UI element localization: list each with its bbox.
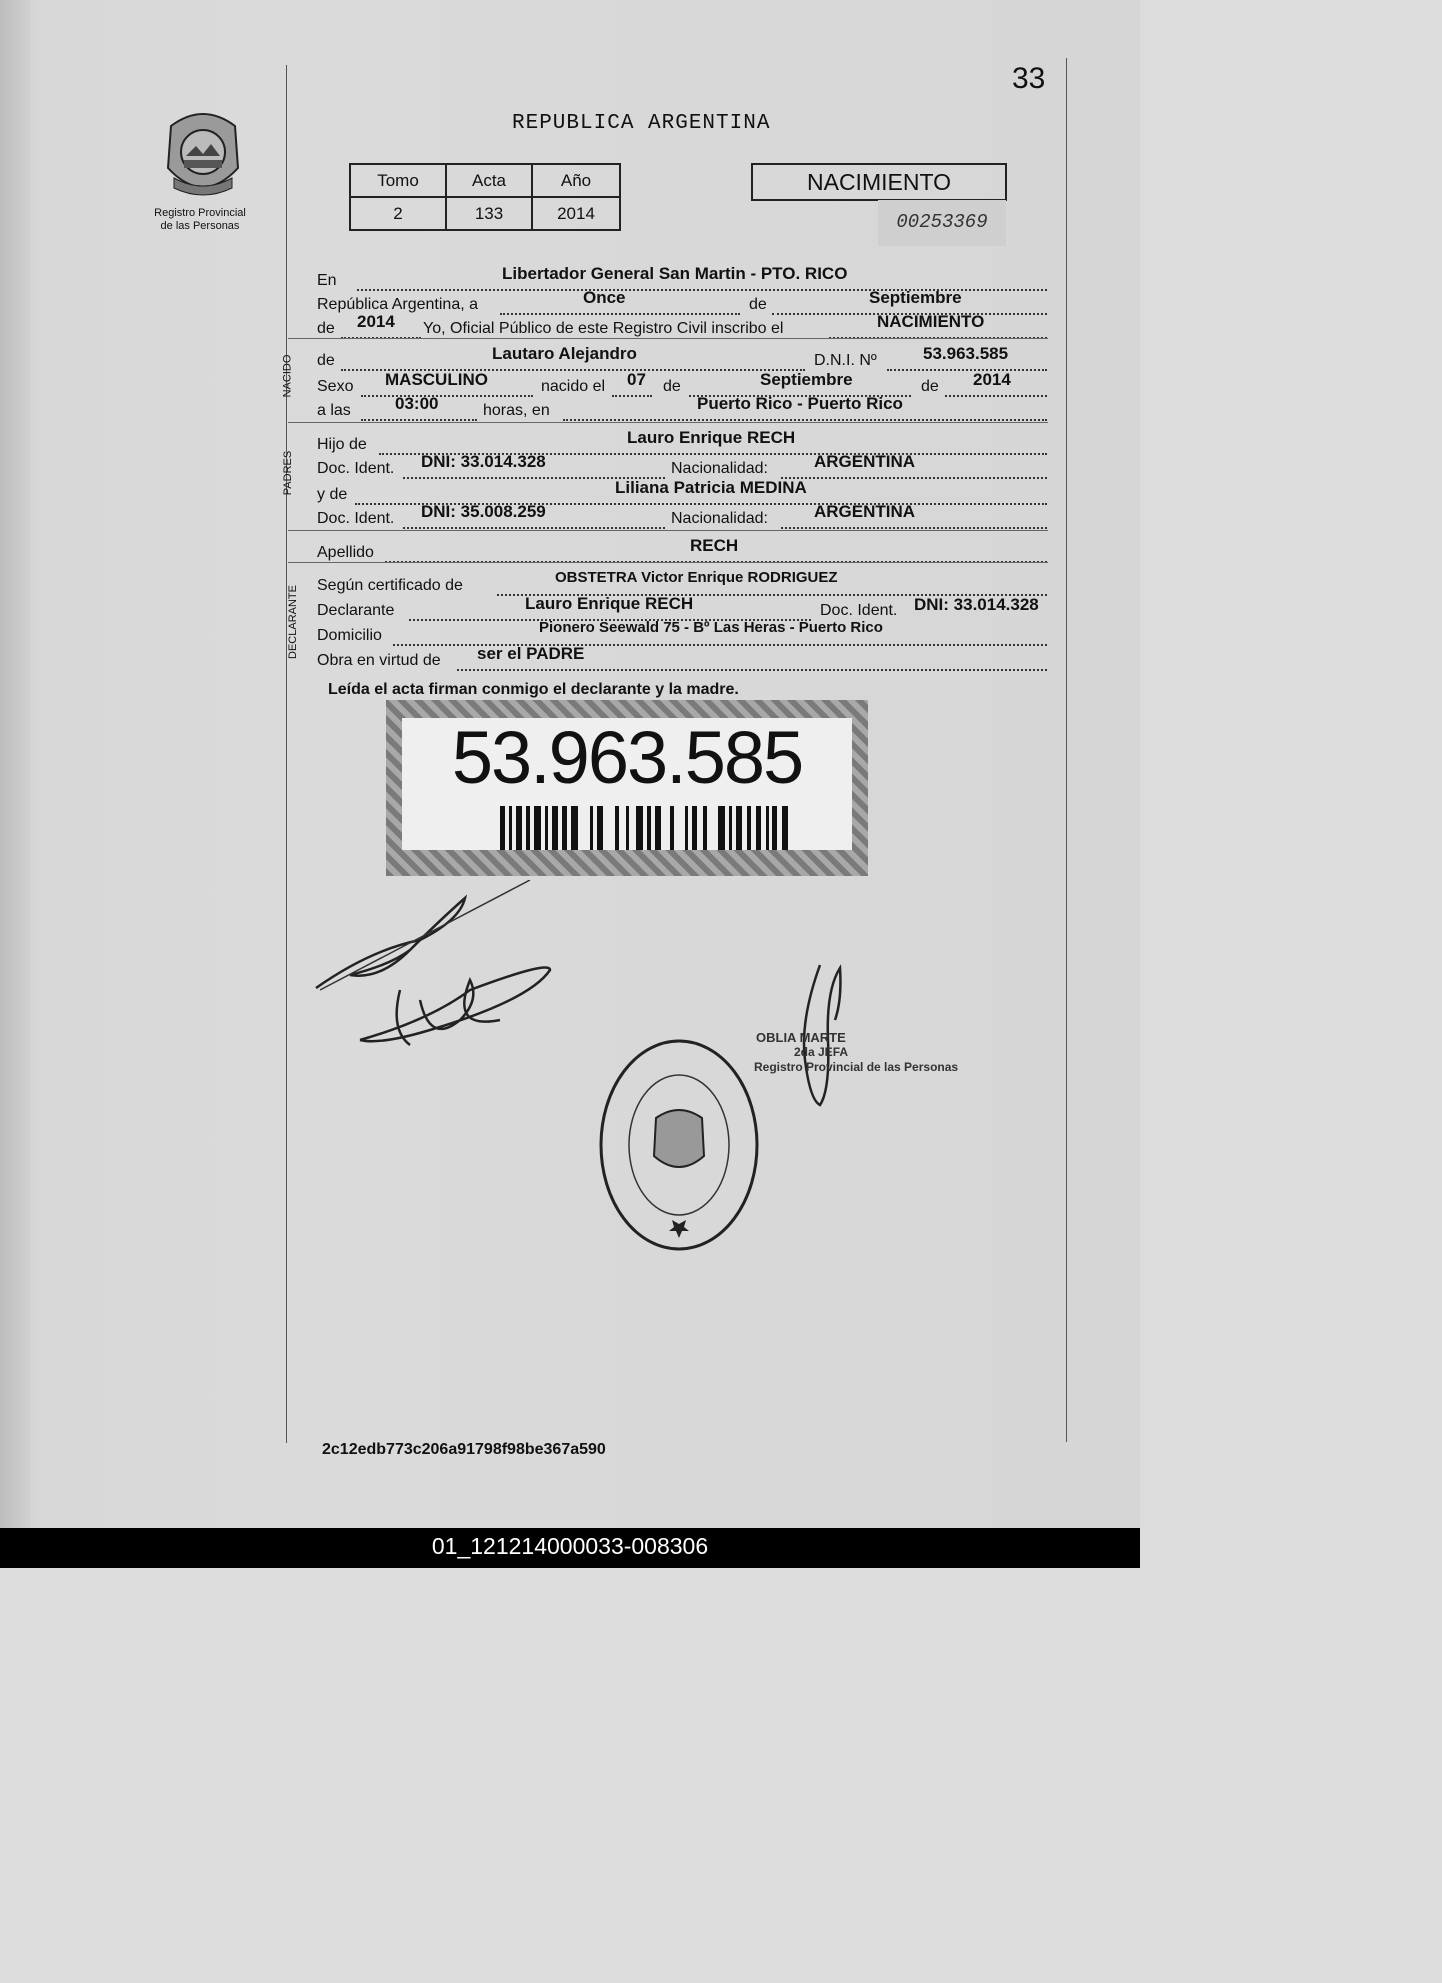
value-nombre: Lautaro Alejandro bbox=[492, 344, 637, 363]
official-stamp-name: OBLIA MARTE bbox=[756, 1030, 846, 1045]
country-title: REPUBLICA ARGENTINA bbox=[512, 112, 771, 135]
value-certificado: OBSTETRA Victor Enrique RODRIGUEZ bbox=[555, 569, 838, 586]
value-sexo: MASCULINO bbox=[385, 370, 488, 389]
section-label-declarante: DECLARANTE bbox=[286, 585, 299, 659]
document-hash: 2c12edb773c206a91798f98be367a590 bbox=[322, 1441, 606, 1458]
label-obra: Obra en virtud de bbox=[317, 652, 441, 669]
delegation-round-stamp-icon bbox=[598, 1038, 760, 1252]
label-horas-en: horas, en bbox=[483, 402, 550, 419]
dotted-line bbox=[457, 668, 1047, 671]
label-apellido: Apellido bbox=[317, 544, 374, 561]
label-de-mes: de bbox=[663, 378, 681, 395]
row-madre-doc bbox=[317, 502, 1047, 532]
value-hora: 03:00 bbox=[395, 394, 439, 413]
acta-value-tomo: 2 bbox=[350, 197, 446, 230]
value-declarante-doc: DNI: 33.014.328 bbox=[914, 595, 1039, 614]
value-madre-nac: ARGENTINA bbox=[814, 502, 916, 521]
value-madre: Liliana Patricia MEDINA bbox=[615, 478, 807, 497]
declarant-signature-icon bbox=[310, 880, 570, 1060]
label-domicilio: Domicilio bbox=[317, 627, 382, 644]
value-declarante: Lauro Enrique RECH bbox=[525, 594, 694, 613]
value-apellido: RECH bbox=[690, 536, 739, 555]
value-lugar-nac: Puerto Rico - Puerto Rico bbox=[697, 394, 903, 413]
acta-value-acta: 133 bbox=[446, 197, 532, 230]
page-edge bbox=[0, 0, 30, 1528]
official-stamp bbox=[754, 1030, 958, 1075]
acta-table bbox=[349, 163, 621, 231]
label-republica: República Argentina, a bbox=[317, 296, 478, 313]
label-de: de bbox=[749, 296, 767, 313]
dotted-line bbox=[781, 526, 1047, 529]
closing-statement: Leída el acta firman conmigo el declarante y la madre. bbox=[328, 681, 739, 698]
value-dia-nac: 07 bbox=[627, 370, 646, 389]
section-divider bbox=[288, 338, 1048, 339]
official-stamp-role: 2da JEFA bbox=[794, 1045, 849, 1059]
label-nacionalidad: Nacionalidad: bbox=[671, 460, 768, 477]
dotted-line bbox=[945, 394, 1047, 397]
dotted-line bbox=[563, 418, 1047, 421]
dotted-line bbox=[781, 476, 1047, 479]
right-margin-line bbox=[1066, 58, 1067, 1442]
value-domicilio: Pionero Seewald 75 - Bº Las Heras - Puerto Rico bbox=[539, 619, 883, 636]
label-doc-ident: Doc. Ident. bbox=[317, 460, 395, 477]
section-divider bbox=[288, 422, 1048, 423]
label-dni: D.N.I. Nº bbox=[814, 352, 877, 369]
label-de-nombre: de bbox=[317, 352, 335, 369]
label-hijo-de: Hijo de bbox=[317, 436, 367, 453]
label-nacido-el: nacido el bbox=[541, 378, 606, 395]
label-en: En bbox=[317, 272, 337, 289]
label-sexo: Sexo bbox=[317, 378, 354, 395]
value-anio-nac: 2014 bbox=[973, 370, 1011, 389]
value-padre: Lauro Enrique RECH bbox=[627, 428, 796, 447]
dotted-line bbox=[361, 394, 533, 397]
registry-label-line2: de las Personas bbox=[160, 220, 240, 232]
label-y-de: y de bbox=[317, 486, 348, 503]
value-tipo: NACIMIENTO bbox=[877, 312, 985, 331]
value-mes-nac: Septiembre bbox=[760, 370, 853, 389]
row-hora bbox=[317, 394, 1047, 424]
barcode-icon bbox=[500, 806, 790, 850]
label-de-anio: de bbox=[921, 378, 939, 395]
value-lugar: Libertador General San Martin - PTO. RICO bbox=[502, 264, 848, 283]
registry-label-line1: Registro Provincial bbox=[154, 207, 246, 219]
dotted-line bbox=[612, 394, 652, 397]
value-padre-doc: DNI: 33.014.328 bbox=[421, 452, 546, 471]
label-doc-ident: Doc. Ident. bbox=[820, 602, 898, 619]
dotted-line bbox=[403, 526, 665, 529]
page-number: 33 bbox=[1012, 62, 1046, 95]
record-kind-box: NACIMIENTO bbox=[751, 163, 1007, 201]
value-anio-acta: 2014 bbox=[357, 312, 395, 331]
label-officer: Yo, Oficial Público de este Registro Civil inscribo el bbox=[423, 320, 784, 337]
label-declarante: Declarante bbox=[317, 602, 395, 619]
value-madre-doc: DNI: 35.008.259 bbox=[421, 502, 546, 521]
acta-header-acta: Acta bbox=[446, 164, 532, 197]
label-a-las: a las bbox=[317, 402, 351, 419]
serial-number: 00253369 bbox=[878, 200, 1006, 246]
dotted-line bbox=[887, 368, 1047, 371]
row-obra bbox=[317, 644, 1047, 674]
left-margin-line bbox=[286, 65, 287, 1443]
value-dni: 53.963.585 bbox=[923, 344, 1009, 363]
acta-header-tomo: Tomo bbox=[350, 164, 446, 197]
value-padre-nac: ARGENTINA bbox=[814, 452, 916, 471]
section-label-padres: PADRES bbox=[282, 450, 295, 496]
dotted-line bbox=[361, 418, 477, 421]
value-obra: ser el PADRE bbox=[477, 644, 585, 663]
label-doc-ident: Doc. Ident. bbox=[317, 510, 395, 527]
dni-label bbox=[386, 700, 868, 876]
acta-value-anio: 2014 bbox=[532, 197, 620, 230]
registry-label bbox=[140, 207, 260, 233]
acta-header-anio: Año bbox=[532, 164, 620, 197]
value-dia-texto: Once bbox=[583, 288, 626, 307]
province-seal-icon bbox=[156, 108, 250, 202]
label-de2: de bbox=[317, 320, 335, 337]
official-stamp-office: Registro Provincial de las Personas bbox=[754, 1060, 959, 1074]
label-nacionalidad: Nacionalidad: bbox=[671, 510, 768, 527]
row-domicilio bbox=[317, 619, 1047, 649]
footer-file-id: 01_121214000033-008306 bbox=[0, 1528, 1140, 1568]
dni-label-inner bbox=[402, 718, 852, 850]
dni-label-number: 53.963.585 bbox=[451, 716, 803, 799]
section-label-nacido: NACIDO bbox=[281, 354, 294, 398]
value-mes-texto: Septiembre bbox=[869, 288, 962, 307]
dotted-line bbox=[500, 312, 740, 315]
section-divider bbox=[288, 562, 1048, 563]
section-divider bbox=[288, 530, 1048, 531]
label-segun: Según certificado de bbox=[317, 577, 463, 594]
